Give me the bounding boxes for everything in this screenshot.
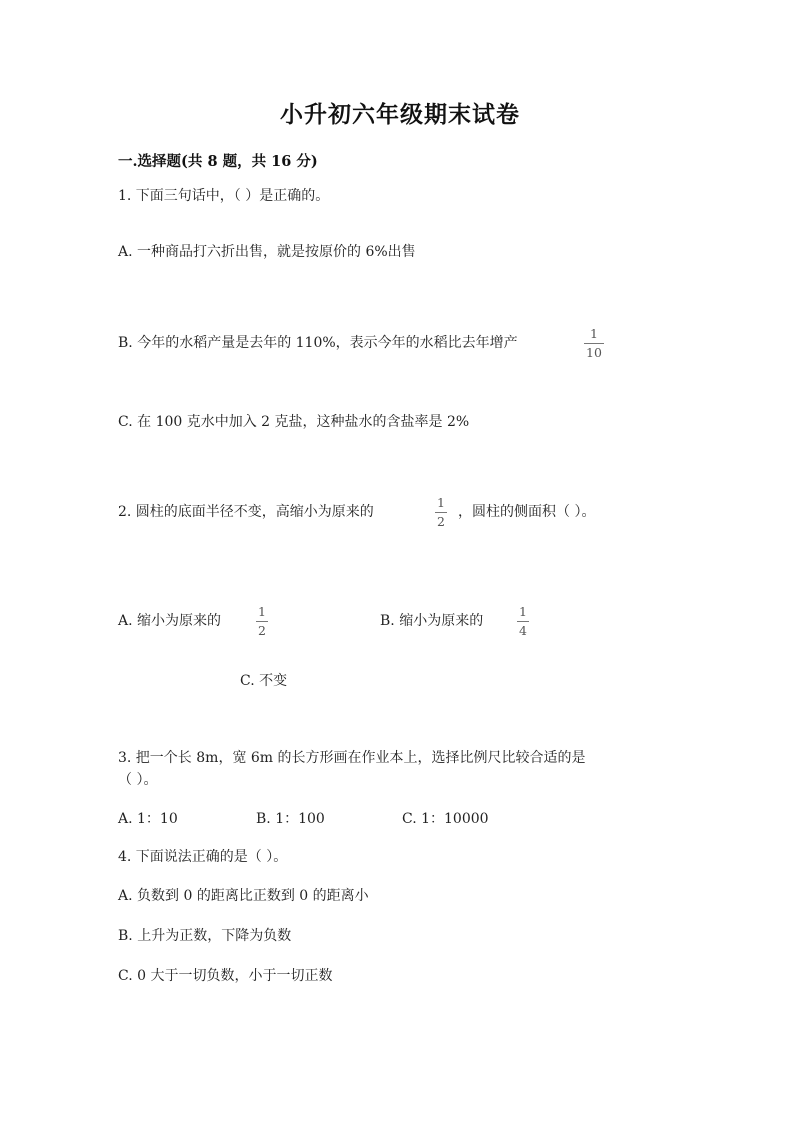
section-heading: 一.选择题(共 8 题，共 16 分) bbox=[118, 153, 318, 170]
question-2-stem-after: ，圆柱的侧面积（ ）。 bbox=[458, 504, 596, 520]
fraction-numerator: 1 bbox=[589, 326, 598, 341]
question-3-option-b: B. 1：100 bbox=[256, 811, 325, 827]
fraction-numerator: 1 bbox=[437, 495, 445, 510]
question-4-option-a: A. 负数到 0 的距离比正数到 0 的距离小 bbox=[118, 888, 369, 904]
question-2-option-b: B. 缩小为原来的 bbox=[380, 613, 484, 629]
fraction-numerator: 1 bbox=[258, 604, 266, 619]
question-2-option-c: C. 不变 bbox=[240, 673, 288, 689]
question-4-option-b: B. 上升为正数，下降为负数 bbox=[118, 928, 292, 944]
question-2-option-a: A. 缩小为原来的 bbox=[118, 613, 222, 629]
question-1-option-b: B. 今年的水稻产量是去年的 110%，表示今年的水稻比去年增产 bbox=[118, 335, 518, 351]
question-1-option-a: A. 一种商品打六折出售，就是按原价的 6%出售 bbox=[118, 244, 416, 260]
question-3-option-c: C. 1：10000 bbox=[402, 811, 489, 827]
question-2-option-b-fraction bbox=[517, 606, 529, 637]
question-2-stem-fraction bbox=[435, 497, 447, 528]
question-4-stem: 4. 下面说法正确的是（ ）。 bbox=[118, 849, 288, 865]
question-1-option-c: C. 在 100 克水中加入 2 克盐，这种盐水的含盐率是 2% bbox=[118, 414, 470, 430]
question-1-stem: 1. 下面三句话中，（ ）是正确的。 bbox=[118, 188, 330, 204]
fraction-denominator: 2 bbox=[437, 513, 445, 529]
fraction-denominator: 2 bbox=[258, 622, 266, 638]
question-3-option-a: A. 1：10 bbox=[118, 811, 178, 827]
question-4-option-c: C. 0 大于一切负数，小于一切正数 bbox=[118, 968, 333, 984]
fraction-numerator: 1 bbox=[519, 604, 527, 619]
fraction-denominator: 4 bbox=[519, 622, 527, 638]
question-2-stem-before: 2. 圆柱的底面半径不变，高缩小为原来的 bbox=[118, 504, 374, 520]
page-title: 小升初六年级期末试卷 bbox=[280, 101, 520, 128]
fraction-denominator: 10 bbox=[586, 344, 602, 360]
question-1-option-b-fraction bbox=[584, 328, 604, 359]
question-3-stem-line-2: （ ）。 bbox=[118, 772, 158, 788]
question-2-option-a-fraction bbox=[256, 606, 268, 637]
question-3-stem-line-1: 3. 把一个长 8m，宽 6m 的长方形画在作业本上，选择比例尺比较合适的是 bbox=[118, 750, 586, 766]
